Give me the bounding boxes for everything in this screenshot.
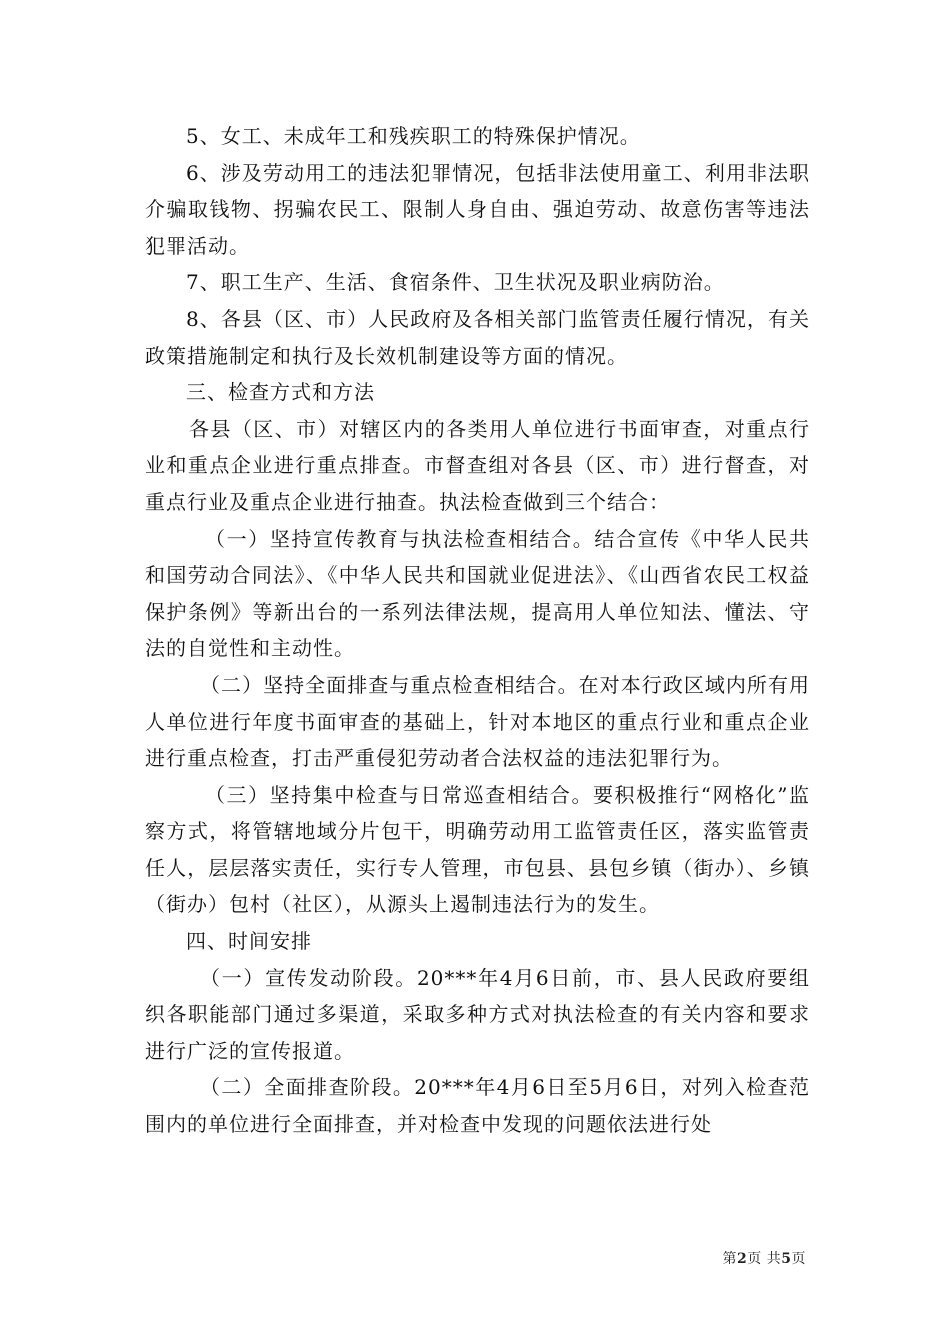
document-body — [145, 118, 810, 1143]
paragraph-item-5: 5、女工、未成年工和残疾职工的特殊保护情况。 — [186, 124, 641, 148]
page-number-footer — [723, 1248, 806, 1268]
paragraph-combination-1: （一）坚持宣传教育与执法检查相结合。结合宣传《中华人民共和国劳动合同法》、《中华人民共和国就业促进法》、《山西省农民工权益保护条例》等新出台的一系列法律法规，提高用人单位知法、懂法、守法的自觉性和主动性。 — [145, 526, 810, 661]
paragraph-combination-2: （二）坚持全面排查与重点检查相结合。在对本行政区域内所有用人单位进行年度书面审查的基础上，针对本地区的重点行业和重点企业进行重点检查，打击严重侵犯劳动者合法权益的违法犯罪行为。 — [145, 672, 810, 771]
paragraph-item-6: 6、涉及劳动用工的违法犯罪情况，包括非法使用童工、利用非法职介骗取钱物、拐骗农民工、限制人身自由、强迫劳动、故意伤害等违法犯罪活动。 — [145, 160, 810, 258]
paragraph-schedule-1: （一）宣传发动阶段。20***年4月6日前，市、县人民政府要组织各职能部门通过多渠道，采取多种方式对执法检查的有关内容和要求进行广泛的宣传报道。 — [145, 965, 810, 1063]
paragraph-combination-3: （三）坚持集中检查与日常巡查相结合。要积极推行“网格化”监察方式，将管辖地域分片包干，明确劳动用工监管责任区，落实监管责任人，层层落实责任，实行专人管理，市包县、县包乡镇（街办）、乡镇（街办）包村（社区），从源头上遏制违法行为的发生。 — [145, 782, 810, 917]
paragraph-schedule-2: （二）全面排查阶段。20***年4月6日至5月6日，对列入检查范围内的单位进行全面排查，并对检查中发现的问题依法进行处 — [145, 1075, 810, 1137]
footer-suffix: 页 — [791, 1251, 806, 1267]
footer-prefix: 第 — [722, 1251, 738, 1267]
section-heading-3: 三、检查方式和方法 — [186, 380, 375, 405]
paragraph-item-8: 8、各县（区、市）人民政府及各相关部门监管责任履行情况，有关政策措施制定和执行及长效机制建设等方面的情况。 — [145, 306, 810, 368]
paragraph-item-7: 7、职工生产、生活、食宿条件、卫生状况及职业病防治。 — [186, 270, 725, 295]
footer-middle: 页 共 — [747, 1251, 782, 1267]
section-heading-4: 四、时间安排 — [186, 929, 312, 954]
footer-total-pages: 5 — [781, 1251, 792, 1267]
footer-current-page: 2 — [737, 1251, 748, 1267]
paragraph-inspection-methods: 各县（区、市）对辖区内的各类用人单位进行书面审查，对重点行业和重点企业进行重点排查。市督查组对各县（区、市）进行督查，对重点行业及重点企业进行抽查。执法检查做到三个结合： — [145, 416, 810, 514]
